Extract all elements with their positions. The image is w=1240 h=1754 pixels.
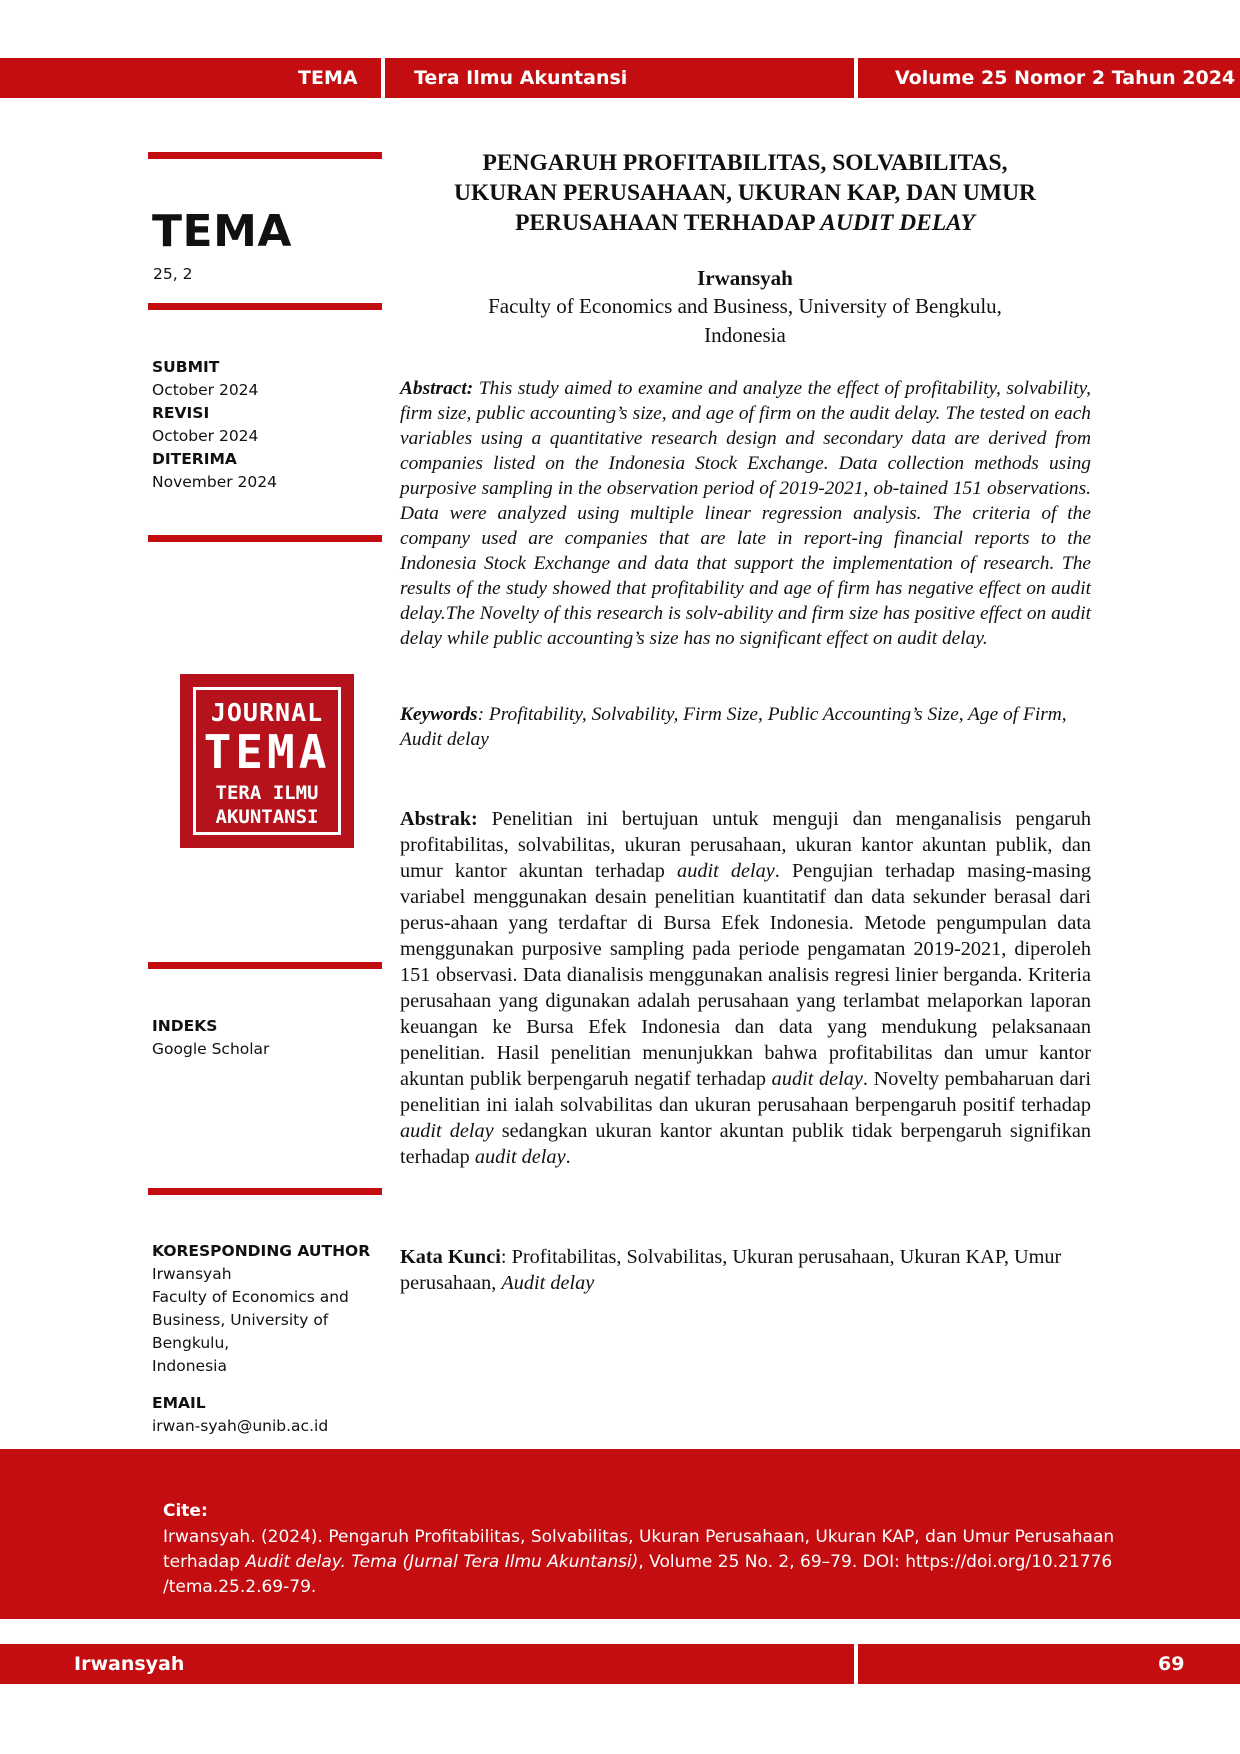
cite-label: Cite: (163, 1501, 208, 1521)
corresponding-line: Faculty of Economics and (152, 1288, 349, 1306)
abstract-en-text: This study aimed to examine and analyze the effect of profitability, solvability, firm size, public accounting’s size, and age of firm on the audit delay. The tested on each variables using a quantitative research design and secondary data are derived from companies listed on the Indonesia Stock Exchange. Data collection methods using purposive sampling in the observation period of 2019-2021, ob-tained 151 observations. Data were analyzed using multiple linear regression analysis. The criteria of the company used are companies that are late in report-ing financial reports to the Indonesia Stock Exchange and data that support the implementation of research. The results of the study showed that profitability and age of firm has negative effect on audit delay.The Novelty of this research is solv-ability and firm size has positive effect on audit delay while public accounting’s size has no significant effect on audit delay. (400, 378, 1091, 649)
abstract-id-text: . Pengujian terhadap masing-masing variabel menggunakan desain penelitian kuantitatif dan data sekunder berasal dari perus-ahaan yang terdaftar di Bursa Efek Indonesia. Metode pengumpulan data menggunakan purposive sampling pada periode pengamatan 2019-2021, diperoleh 151 observasi. Data dianalisis menggunakan analisis regresi linier berganda. Kriteria perusahaan yang digunakan adalah perusahaan yang terlambat melaporkan laporan keuangan ke Bursa Efek Indonesia dan data yang mendukung pelaksanaan penelitian. Hasil penelitian menunjukkan bahwa profitabilitas dan umur kantor akuntan publik berpengaruh negatif terhadap (400, 860, 1091, 1090)
corresponding-line: Indonesia (152, 1357, 227, 1375)
keywords-en-text: : Profitability, Solvability, Firm Size, Public Accounting’s Size, Age of Firm, Audit delay (400, 704, 1067, 750)
abstract-id-text: Penelitian ini bertujuan untuk menguji dan menganalisis pengaruh profitabilitas, solvabilitas, ukuran perusahaan, ukuran kantor akuntan publik, dan umur kantor akuntan terhadap (400, 808, 1091, 882)
corresponding-line: Bengkulu, (152, 1334, 230, 1352)
cite-text-italic: Audit delay. Tema (Jurnal Tera Ilmu Akuntansi) (245, 1552, 639, 1572)
corresponding-author (152, 1240, 370, 1378)
submit-date: October 2024 (152, 381, 259, 399)
abstract-id-text: sedangkan ukuran kantor akuntan publik tidak berpengaruh signifikan terhadap (400, 1120, 1091, 1168)
author-affiliation (420, 292, 1070, 350)
abstract-en-label: Abstract: (400, 378, 474, 399)
header-journal-name: Tera Ilmu Akuntansi (414, 67, 628, 89)
title-line: PERUSAHAAN TERHADAP (515, 210, 821, 236)
footer-author: Irwansyah (74, 1653, 185, 1675)
logo-line-tema: TEMA (203, 725, 331, 779)
sidebar-journal-title: TEMA (152, 206, 292, 257)
title-line: UKURAN PERUSAHAAN, UKURAN KAP, DAN UMUR (453, 180, 1037, 206)
diterima-date: November 2024 (152, 473, 278, 491)
sidebar-divider (148, 303, 382, 310)
revisi-label: REVISI (152, 404, 210, 422)
index-info (152, 1015, 269, 1061)
sidebar-divider (148, 152, 382, 159)
page-number: 69 (1158, 1653, 1185, 1675)
footer-divider (854, 1644, 858, 1684)
header-band (0, 58, 1240, 98)
cite-text-part: Irwansyah. (2024). Pengaruh Profitabilitas, Solvabilitas, Ukuran Perusahaan, Ukuran KAP, dan Umur Perusahaan terhadap (163, 1527, 1115, 1572)
keywords-en-label: Keywords (400, 704, 478, 725)
logo-line-tera-ilmu: TERA ILMU (215, 782, 319, 804)
abstract-id-italic: audit delay (474, 1146, 566, 1168)
revisi-date: October 2024 (152, 427, 259, 445)
submit-label: SUBMIT (152, 358, 220, 376)
indeks-value: Google Scholar (152, 1040, 270, 1058)
header-divider (381, 58, 385, 98)
header-issue: Volume 25 Nomor 2 Tahun 2024 (895, 67, 1236, 89)
keywords-english (400, 702, 1091, 752)
corresponding-line: Business, University of (152, 1311, 329, 1329)
cite-box (0, 1449, 1240, 1619)
journal-logo (180, 674, 354, 848)
author-name: Irwansyah (697, 266, 793, 290)
diterima-label: DITERIMA (152, 450, 237, 468)
logo-line-akuntansi: AKUNTANSI (215, 806, 319, 828)
corresponding-line: Irwansyah (152, 1265, 232, 1283)
abstract-id-label: Abstrak: (400, 808, 478, 830)
corresponding-label: KORESPONDING AUTHOR (152, 1242, 371, 1260)
indeks-label: INDEKS (152, 1017, 218, 1035)
abstract-id-text: . Novelty pembaharuan dari penelitian ini ialah solvabilitas dan ukuran perusahaan berpengaruh positif terhadap (400, 1068, 1091, 1116)
header-divider (854, 58, 858, 98)
cite-text (163, 1525, 1123, 1600)
keywords-id-italic: Audit delay (501, 1272, 595, 1294)
affiliation-line: Faculty of Economics and Business, University of Bengkulu, (488, 294, 1002, 318)
abstract-id-italic: audit delay (677, 860, 775, 882)
cite-text-part: , Volume 25 No. 2, 69–79. DOI: https://doi.org/10.21776 /tema.25.2.69-79. (163, 1552, 1113, 1597)
sidebar-divider (148, 1188, 382, 1195)
sidebar-volume-issue: 25, 2 (153, 265, 193, 283)
affiliation-line: Indonesia (704, 323, 786, 347)
abstract-indonesian (400, 806, 1091, 1170)
submission-dates (152, 356, 277, 494)
keywords-id-label: Kata Kunci (400, 1246, 501, 1268)
abstract-id-text: . (565, 1146, 571, 1168)
abstract-id-italic: audit delay (771, 1068, 863, 1090)
title-italic: AUDIT DELAY (820, 210, 975, 236)
sidebar-divider (148, 535, 382, 542)
abstract-english (400, 376, 1091, 651)
title-line: PENGARUH PROFITABILITAS, SOLVABILITAS, (482, 150, 1008, 176)
article-title (400, 148, 1090, 238)
keywords-indonesian (400, 1244, 1091, 1296)
logo-line-journal: JOURNAL (210, 698, 324, 727)
abstract-id-italic: audit delay (400, 1120, 494, 1142)
sidebar-divider (148, 962, 382, 969)
email-value[interactable]: irwan-syah@unib.ac.id (152, 1417, 329, 1435)
keywords-id-text: : Profitabilitas, Solvabilitas, Ukuran perusahaan, Ukuran KAP, Umur perusahaan, (400, 1246, 1062, 1294)
email-info (152, 1392, 328, 1438)
footer-band (0, 1644, 1240, 1684)
email-label: EMAIL (152, 1394, 206, 1412)
header-journal-abbr: TEMA (298, 67, 358, 89)
